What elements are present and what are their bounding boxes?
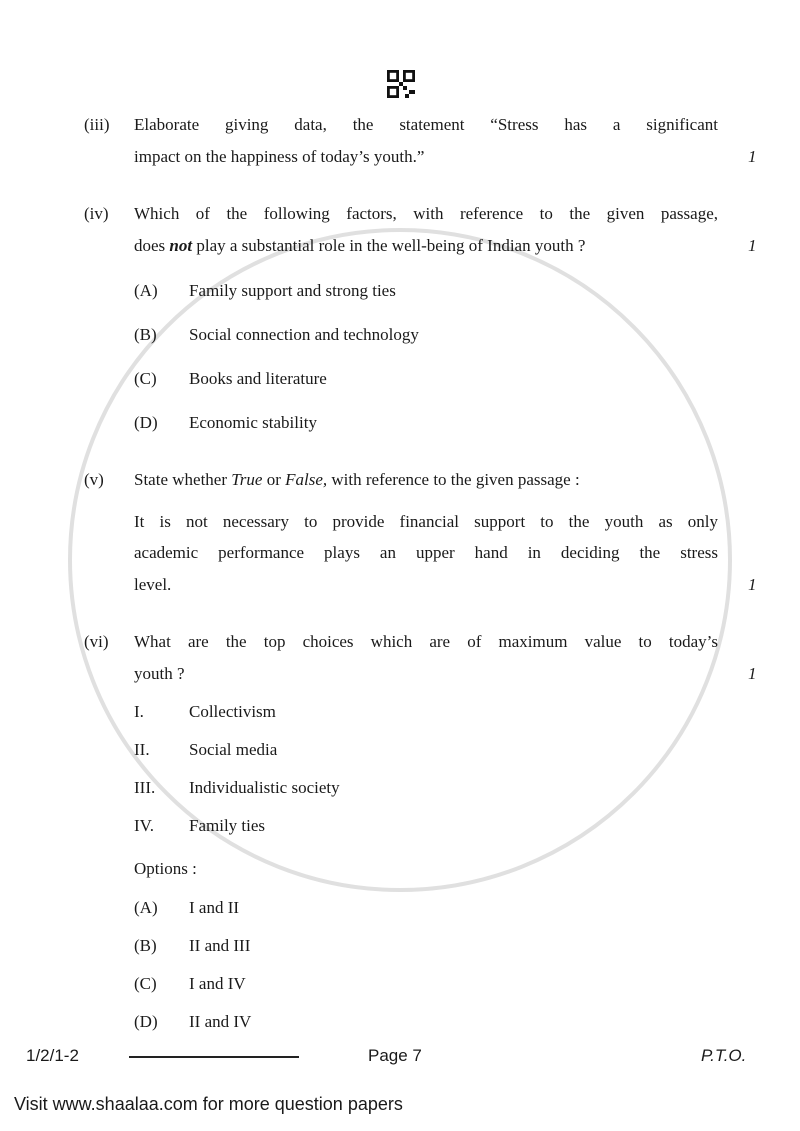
footer-divider (129, 1056, 299, 1058)
item-label: I. (134, 702, 144, 721)
question-text: youth ? (134, 664, 185, 683)
statement-text: level. (134, 575, 172, 594)
item-label: II. (134, 740, 150, 759)
question-number: (iv) (84, 204, 109, 223)
option-label: (A) (134, 898, 158, 917)
emphasis: not (169, 236, 193, 255)
text: State whether (134, 470, 232, 489)
question-number: (v) (84, 470, 104, 489)
text: does (134, 236, 170, 255)
text: play a substantial role in the well-being of Indian youth ? (192, 236, 586, 255)
marks: 1 (748, 147, 757, 166)
option-label: (C) (134, 974, 157, 993)
text: or (262, 470, 286, 489)
option-text: I and II (189, 898, 240, 917)
question-text: What are the top choices which are of maximum value to today’s (134, 632, 718, 651)
page-number: Page 7 (368, 1046, 422, 1065)
option-label: (B) (134, 936, 157, 955)
option-label: (C) (134, 369, 157, 388)
paper-code: 1/2/1-2 (26, 1046, 79, 1065)
question-text: Elaborate giving data, the statement “Stress has a significant (134, 115, 718, 134)
option-label: (B) (134, 325, 157, 344)
item-label: III. (134, 778, 156, 797)
item-label: IV. (134, 816, 154, 835)
option-label: (D) (134, 413, 158, 432)
options-heading: Options : (134, 859, 197, 878)
option-label: (D) (134, 1012, 158, 1031)
marks: 1 (748, 236, 757, 255)
option-text: Family support and strong ties (189, 281, 396, 300)
option-text: I and IV (189, 974, 246, 993)
emphasis: True (231, 470, 263, 489)
question-text: Which of the following factors, with reference to the given passage, (134, 204, 718, 223)
item-text: Collectivism (189, 702, 276, 721)
option-text: Economic stability (189, 413, 317, 432)
question-text (134, 235, 585, 257)
question-text (134, 469, 580, 491)
statement-text: academic performance plays an upper hand in deciding the stress (134, 543, 718, 562)
option-text: II and IV (189, 1012, 252, 1031)
option-label: (A) (134, 281, 158, 300)
item-text: Social media (189, 740, 278, 759)
emphasis: False, (285, 470, 328, 489)
pto-label: P.T.O. (701, 1046, 747, 1065)
question-number: (iii) (84, 115, 110, 134)
marks: 1 (748, 575, 757, 594)
marks: 1 (748, 664, 757, 683)
visit-link-text[interactable]: Visit www.shaalaa.com for more question papers (14, 1094, 403, 1114)
item-text: Family ties (189, 816, 266, 835)
text: with reference to the given passage : (327, 470, 580, 489)
statement-text: It is not necessary to provide financial support to the youth as only (134, 512, 718, 531)
qr-code-icon (387, 70, 415, 98)
item-text: Individualistic society (189, 778, 340, 797)
option-text: Social connection and technology (189, 325, 419, 344)
question-text: impact on the happiness of today’s youth.” (134, 147, 425, 166)
option-text: Books and literature (189, 369, 327, 388)
option-text: II and III (189, 936, 251, 955)
question-number: (vi) (84, 632, 109, 651)
